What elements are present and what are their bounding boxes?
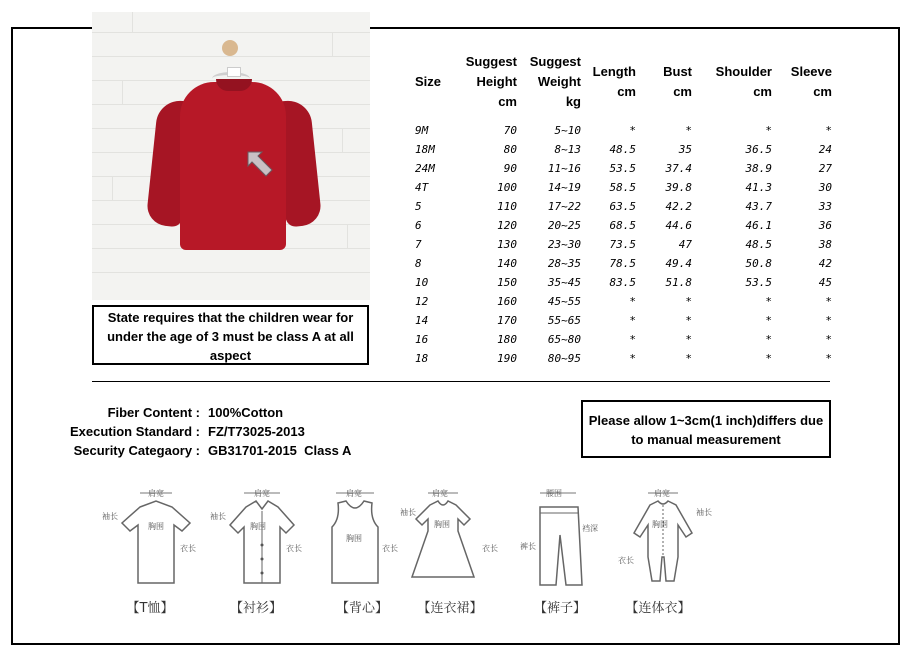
size-cell: 68.5	[609, 219, 636, 232]
size-cell: *	[685, 333, 692, 346]
size-cell: 6	[415, 219, 422, 232]
size-row	[415, 178, 832, 197]
size-cell: *	[825, 352, 832, 365]
size-cell: 53.5	[745, 276, 772, 289]
garment-tag: 腰围	[546, 489, 562, 498]
size-row	[415, 216, 832, 235]
size-cell: 8~13	[554, 143, 581, 156]
age-requirement-note: State requires that the children wear for under the age of 3 must be class A at all aspect	[92, 305, 369, 365]
size-cell: 49.4	[665, 257, 692, 270]
shirt-diagram-icon	[206, 485, 306, 595]
garment-tag: 衣长	[286, 544, 302, 553]
garment-tag: 袖长	[102, 512, 118, 521]
garment-caption: 【连体衣】	[625, 601, 691, 616]
garment-caption: 【连衣裙】	[417, 601, 483, 616]
size-cell: 16	[415, 333, 429, 346]
garment-tag: 胸围	[434, 520, 450, 529]
size-cell: 70	[503, 124, 517, 137]
size-cell: 53.5	[609, 162, 636, 175]
size-cell: 100	[497, 181, 517, 194]
garment-measurement-guide	[100, 485, 720, 625]
size-cell: 24M	[415, 162, 435, 175]
size-row	[415, 349, 832, 368]
size-cell: 58.5	[609, 181, 636, 194]
size-cell: 90	[503, 162, 517, 175]
size-cell: 37.4	[665, 162, 692, 175]
header-length: Length cm	[592, 64, 636, 99]
size-cell: 38.9	[745, 162, 772, 175]
size-cell: *	[765, 295, 772, 308]
size-cell: 48.5	[745, 238, 772, 251]
size-cell: 36.5	[745, 143, 772, 156]
size-cell: *	[825, 295, 832, 308]
size-cell: 4T	[415, 181, 429, 194]
size-cell: 55~65	[547, 314, 581, 327]
size-cell: *	[629, 295, 636, 308]
spec-label-fiber: Fiber Content :	[107, 405, 200, 420]
size-cell: 63.5	[609, 200, 636, 213]
size-cell: 10	[415, 276, 429, 289]
section-divider	[92, 381, 830, 382]
garment-tag: 裆深	[582, 524, 598, 533]
garment-tag: 肩宽	[432, 489, 448, 498]
size-cell: 12	[415, 295, 429, 308]
hanger-knob-icon	[222, 40, 238, 56]
size-row	[415, 197, 832, 216]
spec-label-security: Security Categaory :	[73, 443, 200, 458]
garment-tag: 袖长	[210, 512, 226, 521]
garment-caption: 【裤子】	[533, 601, 586, 616]
size-cell: *	[765, 314, 772, 327]
spec-label-standard: Execution Standard :	[69, 424, 200, 439]
size-cell: 27	[818, 162, 832, 175]
garment-tag: 肩宽	[254, 489, 270, 498]
size-cell: 48.5	[609, 143, 636, 156]
size-cell: 38	[818, 238, 832, 251]
romper-diagram-icon	[608, 485, 718, 595]
garment-tag: 衣长	[180, 544, 196, 553]
header-bust: Bust cm	[663, 64, 692, 99]
size-cell: 28~35	[547, 257, 581, 270]
size-cell: 120	[497, 219, 517, 232]
garment-caption: 【背心】	[335, 601, 388, 616]
tshirt-diagram-icon	[100, 485, 200, 595]
garment-tag: 裤长	[520, 542, 536, 551]
size-cell: 140	[497, 257, 517, 270]
size-cell: 18M	[415, 143, 435, 156]
size-cell: 80~95	[547, 352, 581, 365]
size-cell: 35~45	[547, 276, 581, 289]
size-cell: 5	[415, 200, 422, 213]
product-photo	[92, 12, 370, 300]
size-cell: 160	[497, 295, 517, 308]
size-row	[415, 292, 832, 311]
size-cell: 14	[415, 314, 429, 327]
size-cell: 73.5	[609, 238, 636, 251]
hang-tag	[227, 67, 241, 77]
spec-value-fiber: 100%Cotton	[208, 405, 284, 420]
garment-tag: 胸围	[148, 522, 164, 531]
size-cell: 14~19	[547, 181, 581, 194]
garment-caption: 【衬衫】	[229, 601, 282, 616]
size-cell: *	[765, 352, 772, 365]
size-cell: *	[685, 124, 692, 137]
size-cell: 9M	[415, 124, 429, 137]
size-cell: 24	[818, 143, 832, 156]
size-row	[415, 254, 832, 273]
garment-romper	[608, 485, 712, 625]
size-cell: 50.8	[745, 257, 772, 270]
size-row	[415, 121, 832, 140]
garment-tag: 胸围	[250, 522, 266, 531]
garment-tag: 肩宽	[346, 489, 362, 498]
size-cell: *	[685, 352, 692, 365]
size-cell: 51.8	[665, 276, 692, 289]
size-cell: 42.2	[665, 200, 692, 213]
pants-diagram-icon	[510, 485, 610, 595]
size-cell: 150	[497, 276, 517, 289]
size-row	[415, 235, 832, 254]
size-cell: 8	[415, 257, 422, 270]
spec-value-standard: FZ/T73025-2013	[208, 424, 305, 439]
garment-tag: 胸围	[346, 534, 362, 543]
header-weight: Suggest Weight kg	[529, 54, 581, 109]
size-cell: 36	[818, 219, 832, 232]
size-cell: 46.1	[745, 219, 772, 232]
garment-tag: 衣长	[618, 556, 634, 565]
spec-value-security: GB31701-2015 Class A	[208, 443, 352, 458]
size-cell: *	[629, 352, 636, 365]
size-cell: *	[765, 333, 772, 346]
size-cell: 44.6	[665, 219, 692, 232]
size-cell: 35	[678, 143, 692, 156]
size-cell: 47	[678, 238, 692, 251]
spec-labels	[0, 403, 200, 463]
size-cell: *	[629, 314, 636, 327]
size-row	[415, 273, 832, 292]
vest-diagram-icon	[312, 485, 412, 595]
size-cell: *	[825, 333, 832, 346]
size-cell: 83.5	[609, 276, 636, 289]
size-cell: 43.7	[745, 200, 772, 213]
size-cell: 130	[497, 238, 517, 251]
garment-tag: 袖长	[400, 508, 416, 517]
size-cell: 23~30	[547, 238, 581, 251]
size-cell: 42	[818, 257, 832, 270]
size-cell: *	[629, 333, 636, 346]
size-cell: *	[765, 124, 772, 137]
sequin-arrow-icon	[244, 148, 278, 182]
size-cell: 5~10	[554, 124, 581, 137]
header-shoulder: Shoulder cm	[715, 64, 772, 99]
size-cell: 45~55	[547, 295, 581, 308]
size-cell: 170	[497, 314, 517, 327]
garment-tshirt	[100, 485, 200, 625]
size-cell: 18	[415, 352, 429, 365]
size-cell: 65~80	[547, 333, 581, 346]
size-chart-table	[415, 52, 832, 368]
size-row	[415, 159, 832, 178]
size-cell: 41.3	[745, 181, 772, 194]
size-cell: 33	[818, 200, 832, 213]
garment-tag: 衣长	[382, 544, 398, 553]
size-row	[415, 311, 832, 330]
garment-tag: 袖长	[696, 508, 712, 517]
dress-diagram-icon	[400, 485, 510, 595]
garment-tag: 胸围	[652, 520, 668, 529]
size-cell: 78.5	[609, 257, 636, 270]
garment-vest	[312, 485, 412, 625]
measurement-allowance-note: Please allow 1~3cm(1 inch)differs due to manual measurement	[581, 400, 831, 458]
size-cell: 39.8	[665, 181, 692, 194]
size-row	[415, 140, 832, 159]
spec-values	[208, 403, 408, 463]
size-cell: *	[825, 314, 832, 327]
size-cell: 190	[497, 352, 517, 365]
size-cell: 17~22	[547, 200, 581, 213]
garment-tag: 肩宽	[148, 489, 164, 498]
size-cell: 20~25	[547, 219, 581, 232]
size-cell: *	[629, 124, 636, 137]
garment-tag: 肩宽	[654, 489, 670, 498]
size-row	[415, 330, 832, 349]
size-cell: 45	[818, 276, 832, 289]
size-cell: 80	[503, 143, 517, 156]
header-size: Size	[415, 74, 442, 89]
garment-shirt	[206, 485, 306, 625]
size-cell: 11~16	[547, 162, 581, 175]
garment-caption: 【T恤】	[126, 601, 174, 616]
size-cell: *	[825, 124, 832, 137]
size-cell: 7	[415, 238, 422, 251]
garment-tag: 衣长	[482, 544, 498, 553]
size-cell: *	[685, 295, 692, 308]
size-cell: 110	[497, 200, 517, 213]
size-cell: 180	[497, 333, 517, 346]
garment-dress	[400, 485, 500, 625]
size-cell: *	[685, 314, 692, 327]
header-sleeve: Sleeve cm	[790, 64, 832, 99]
garment-pants	[510, 485, 610, 625]
size-table-header	[415, 52, 832, 112]
size-cell: 30	[818, 181, 832, 194]
header-height: Suggest Height cm	[465, 54, 517, 109]
